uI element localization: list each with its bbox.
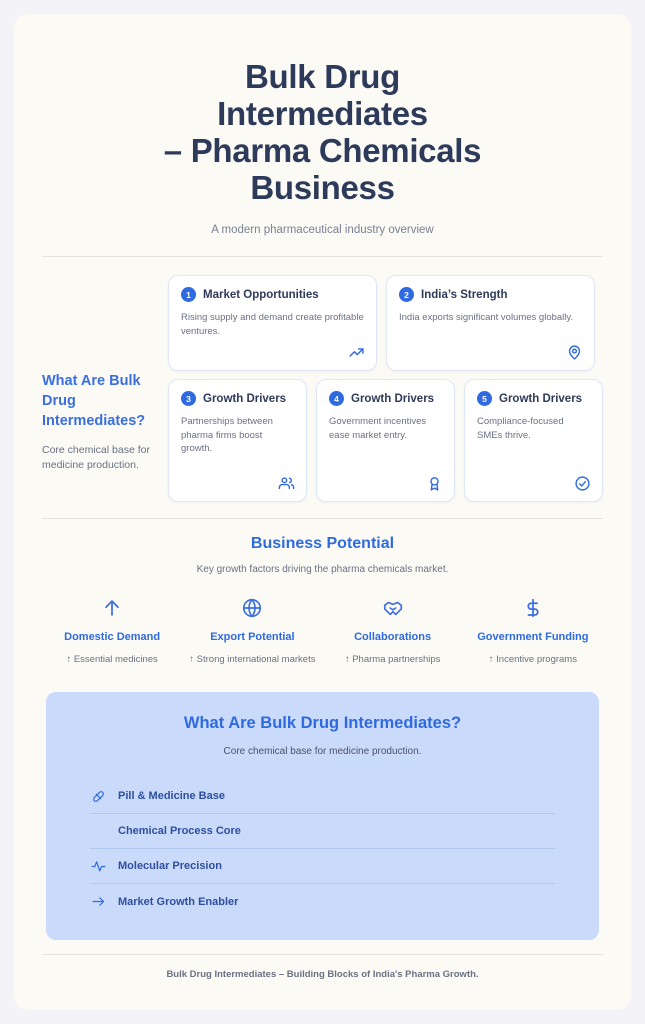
card-title: Growth Drivers [203,392,287,405]
list-item-label: Pill & Medicine Base [118,790,225,802]
footer-text: Bulk Drug Intermediates – Building Blocks of India's Pharma Growth. [166,969,479,980]
card-header [329,391,442,406]
factor-label: Domestic Demand [64,631,161,643]
list-item[interactable] [90,884,555,919]
handshake-icon [329,597,457,621]
panel-subtitle: Core chemical base for medicine production. [223,746,422,757]
globe-icon [188,597,316,621]
card-header [399,287,582,302]
intro-title [42,371,150,431]
overview-section [42,257,603,518]
card-title: India’s Strength [421,288,508,301]
business-potential-title: Business Potential [250,535,395,552]
business-potential-grid [42,597,603,666]
card-indias-strength[interactable] [386,275,595,371]
cards-row-bottom [168,379,603,502]
document-sheet [14,14,631,1010]
list-item-label: Market Growth Enabler [118,895,239,908]
intro-title-line-2: Intermediates? [42,413,146,429]
card-number-badge: 5 [477,391,492,406]
award-icon [426,475,443,492]
card-header [181,391,294,406]
factor-label: Export Potential [210,631,295,643]
location-pin-icon [566,344,583,361]
card-number-badge: 3 [181,391,196,406]
pill-icon [90,789,106,804]
business-potential-subtitle: Key growth factors driving the pharma chemicals market. [196,564,449,575]
factor-label: Collaborations [354,631,432,643]
card-number-badge: 4 [329,391,344,406]
card-description: Government incentives ease market entry. [329,416,427,441]
factor-note: ↑ Incentive programs [488,654,577,665]
factor-collaborations [323,597,463,666]
page-title [42,42,603,206]
intro-description: Core chemical base for medicine production. [42,444,150,471]
card-growth-drivers-government[interactable] [316,379,455,502]
card-number-badge: 2 [399,287,414,302]
card-growth-drivers-partnerships[interactable] [168,379,307,502]
card-number-badge: 1 [181,287,196,302]
card-title: Market Opportunities [203,288,319,301]
factor-note: ↑ Essential medicines [66,654,158,665]
factor-government-funding [463,597,603,666]
cards-row-top [168,275,603,371]
list-item-label: Molecular Precision [118,860,222,872]
list-item-label: Chemical Process Core [118,825,241,837]
page-title-line-1: Bulk Drug [245,58,400,95]
card-market-opportunities[interactable] [168,275,377,371]
list-item[interactable] [90,779,555,814]
list-item[interactable] [90,814,555,849]
page-title-line-2: Intermediates [217,95,428,132]
check-circle-icon [574,475,591,492]
card-description: Compliance-focused SMEs thrive. [477,416,564,441]
card-description: Rising supply and demand create profitable ventures. [181,312,364,337]
page-subtitle: A modern pharmaceutical industry overview [211,224,434,236]
page-title-line-4: Business [250,169,395,206]
list-item[interactable] [90,849,555,884]
arrow-right-icon [90,894,106,909]
factor-note: ↑ Pharma partnerships [344,654,441,665]
factor-domestic-demand [42,597,182,666]
intro-title-line-1: What Are Bulk Drug [42,373,141,409]
panel-title: What Are Bulk Drug Intermediates? [183,714,462,732]
card-growth-drivers-compliance[interactable] [464,379,603,502]
factor-export-potential [182,597,322,666]
panel-list [68,779,577,919]
trending-up-icon [348,344,365,361]
factor-label: Government Funding [477,631,589,643]
card-description: India exports significant volumes globally. [399,312,574,323]
users-icon [278,475,295,492]
card-description: Partnerships between pharma firms boost growth. [181,416,273,454]
intro-block [42,275,158,502]
page-title-line-3: – Pharma Chemicals [163,132,482,169]
factor-note: ↑ Strong international markets [189,654,316,665]
arrow-up-icon [48,597,176,621]
card-title: Growth Drivers [351,392,435,405]
dollar-icon [469,597,597,621]
highlight-panel [46,692,599,940]
cards-grid [168,275,603,502]
activity-icon [90,859,106,874]
card-header [477,391,590,406]
card-title: Growth Drivers [499,392,583,405]
business-potential-section [42,519,603,680]
card-header [181,287,364,302]
